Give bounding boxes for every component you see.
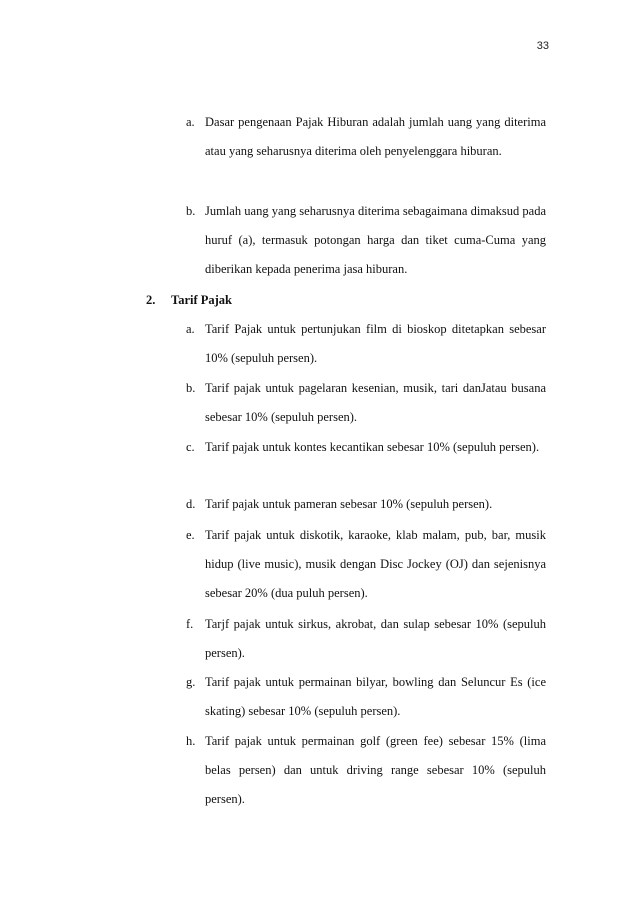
- list-item-marker: d.: [186, 497, 196, 511]
- list-item-marker: f.: [186, 617, 194, 631]
- list-item: [186, 668, 546, 726]
- list-item: [186, 315, 546, 373]
- list-item-text: Tarif pajak untuk pagelaran kesenian, musik, tari danJatau busana sebesar 10% (sepuluh persen).: [205, 381, 546, 425]
- list-item: [186, 610, 546, 668]
- list-item-text: Tarjf pajak untuk sirkus, akrobat, dan sulap sebesar 10% (sepuluh persen).: [205, 617, 546, 661]
- list-item-marker: b.: [186, 381, 196, 395]
- list-item-text: Tarif pajak untuk kontes kecantikan sebesar 10% (sepuluh persen).: [205, 440, 540, 454]
- list-item: [186, 108, 546, 166]
- list-item-text: Dasar pengenaan Pajak Hiburan adalah jumlah uang yang diterima atau yang seharusnya diterima oleh penyelenggara hiburan.: [205, 115, 546, 159]
- list-item-text: Tarif pajak untuk pameran sebesar 10% (sepuluh persen).: [205, 497, 493, 511]
- list-item: [186, 197, 546, 285]
- section-heading: [146, 286, 232, 315]
- list-item: [186, 433, 546, 462]
- list-item-marker: e.: [186, 528, 195, 542]
- list-item-text: Tarif pajak untuk permainan golf (green fee) sebesar 15% (lima belas persen) dan untuk driving range sebesar 10% (sepuluh persen).: [205, 734, 546, 807]
- list-item-text: Jumlah uang yang seharusnya diterima sebagaimana dimaksud pada huruf (a), termasuk potongan harga dan tiket cuma-Cuma yang diberikan kepada penerima jasa hiburan.: [205, 204, 546, 277]
- list-item-marker: b.: [186, 204, 196, 218]
- section-title: Tarif Pajak: [171, 293, 232, 307]
- list-item: [186, 727, 546, 815]
- section-number: 2.: [146, 293, 156, 307]
- list-item: [186, 490, 546, 519]
- list-item-marker: c.: [186, 440, 195, 454]
- list-item-marker: g.: [186, 675, 196, 689]
- list-item: [186, 521, 546, 609]
- list-item-text: Tarif pajak untuk permainan bilyar, bowling dan Seluncur Es (ice skating) sebesar 10% (sepuluh persen).: [205, 675, 546, 719]
- list-item-marker: a.: [186, 322, 195, 336]
- list-item-text: Tarif pajak untuk diskotik, karaoke, klab malam, pub, bar, musik hidup (live music), musik dengan Disc Jockey (OJ) dan sejenisnya sebesar 20% (dua puluh persen).: [205, 528, 546, 601]
- page-number: 33: [536, 40, 549, 52]
- list-item-text: Tarif Pajak untuk pertunjukan film di bioskop ditetapkan sebesar 10% (sepuluh persen).: [205, 322, 546, 366]
- list-item: [186, 374, 546, 432]
- list-item-marker: h.: [186, 734, 196, 748]
- list-item-marker: a.: [186, 115, 195, 129]
